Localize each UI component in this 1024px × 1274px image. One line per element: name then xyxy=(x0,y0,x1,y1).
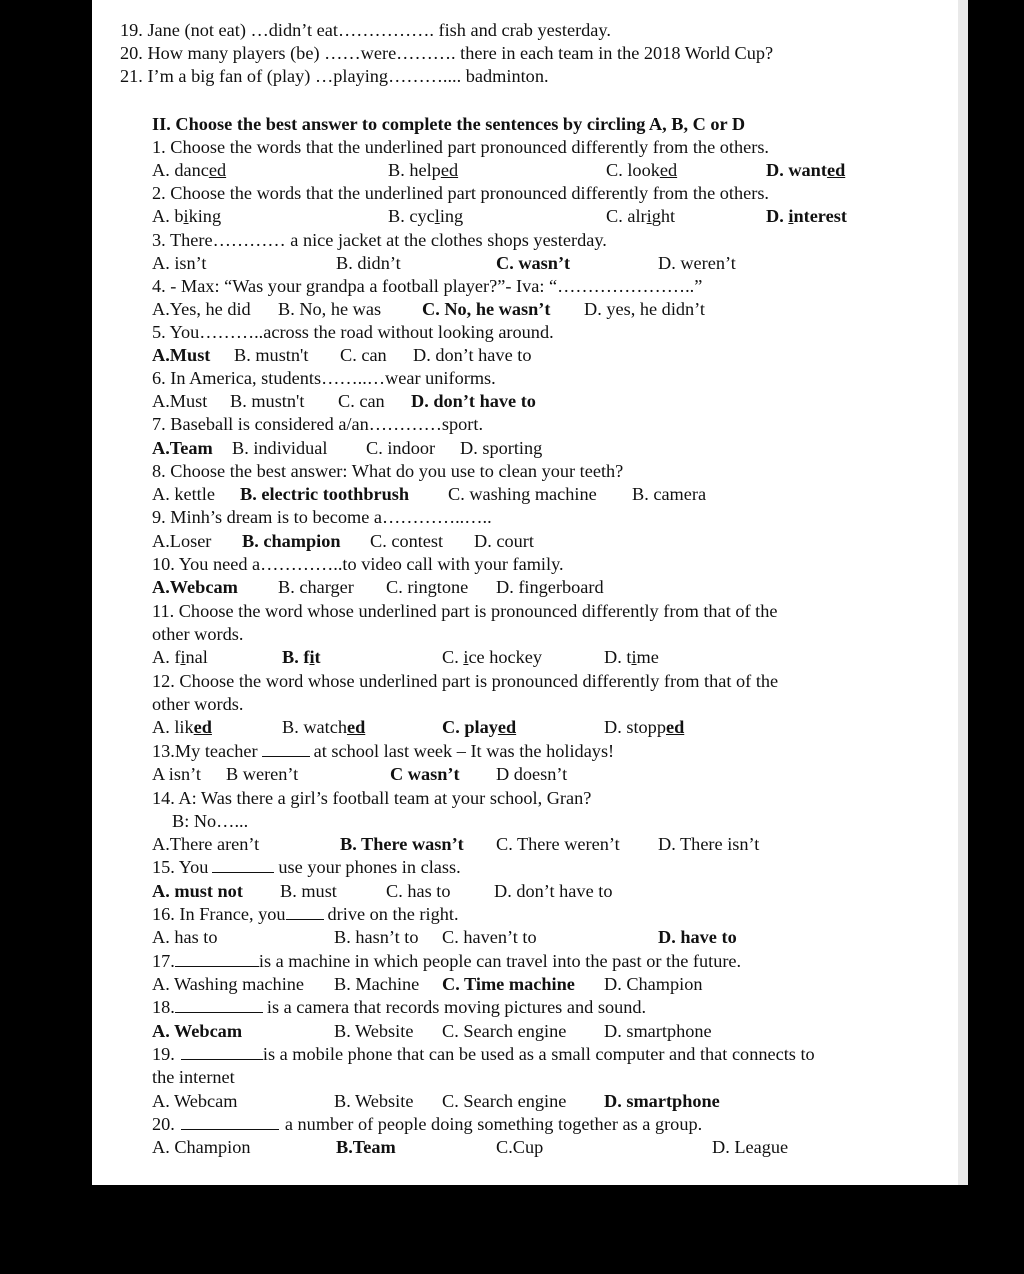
question-19-stem: 19. is a mobile phone that can be used as a small computer and that connects to xyxy=(152,1044,815,1064)
option-d[interactable]: D. Champion xyxy=(604,974,703,994)
question-8-options xyxy=(152,483,952,506)
question-4-stem: 4. - Max: “Was your grandpa a football player?”- Iva: “…………………..” xyxy=(152,276,703,296)
page-edge xyxy=(958,0,968,1185)
option-c[interactable]: C. washing machine xyxy=(448,484,597,504)
option-a[interactable]: A. Washing machine xyxy=(152,974,305,994)
option-c[interactable]: C. Search engine xyxy=(442,1021,567,1041)
question-12-stem: 12. Choose the word whose underlined part is pronounced differently from that of the xyxy=(152,671,779,691)
option-c-answer[interactable]: C wasn’t xyxy=(390,764,460,784)
option-a-answer[interactable]: A. Webcam xyxy=(152,1021,243,1041)
option-a[interactable]: A. isn’t xyxy=(152,253,207,273)
option-b-camera[interactable]: B. camera xyxy=(632,484,707,504)
option-a[interactable]: A. Webcam xyxy=(152,1091,238,1111)
option-c[interactable]: C. looked xyxy=(606,160,678,180)
question-5-options xyxy=(152,344,952,367)
option-b-answer[interactable]: B. There wasn’t xyxy=(340,834,464,854)
answer-blank[interactable] xyxy=(286,903,324,920)
option-c[interactable]: C. can xyxy=(338,391,385,411)
question-15-stem: 15. You use your phones in class. xyxy=(152,857,461,877)
question-1-stem: 1. Choose the words that the underlined part pronounced differently from the others. xyxy=(152,137,770,157)
option-b-answer[interactable]: B.Team xyxy=(336,1137,396,1157)
question-18-options xyxy=(152,1020,952,1043)
question-1-options xyxy=(152,159,952,182)
option-b[interactable]: B. mustn't xyxy=(230,391,305,411)
question-14-options xyxy=(152,833,952,856)
option-c-answer[interactable]: C. played xyxy=(442,717,517,737)
question-5-stem: 5. You………..across the road without looking around. xyxy=(152,322,554,342)
option-a[interactable]: A.There aren’t xyxy=(152,834,260,854)
question-20-options xyxy=(152,1136,952,1159)
option-a-answer[interactable]: A.Team xyxy=(152,438,213,458)
question-18-stem: 18. is a camera that records moving pictures and sound. xyxy=(152,997,647,1017)
answer-blank[interactable] xyxy=(181,1043,263,1060)
question-8-stem: 8. Choose the best answer: What do you use to clean your teeth? xyxy=(152,461,624,481)
option-b[interactable]: B weren’t xyxy=(226,764,299,784)
option-a-answer[interactable]: A.Must xyxy=(152,345,211,365)
option-d[interactable]: D. There isn’t xyxy=(658,834,760,854)
answer-blank[interactable] xyxy=(175,950,259,967)
option-a[interactable]: A. biking xyxy=(152,206,222,226)
option-d[interactable]: D. League xyxy=(712,1137,789,1157)
question-17-stem: 17. is a machine in which people can travel into the past or the future. xyxy=(152,951,742,971)
option-c[interactable]: C. Search engine xyxy=(442,1091,567,1111)
option-d-answer[interactable]: D. wanted xyxy=(766,160,846,180)
option-b[interactable]: B. must xyxy=(280,881,337,901)
option-d[interactable]: D. fingerboard xyxy=(496,577,604,597)
option-a[interactable]: A. kettle xyxy=(152,484,215,504)
question-9-options xyxy=(152,530,952,553)
option-b-answer[interactable]: B. fit xyxy=(282,647,321,667)
question-4-options xyxy=(152,298,952,321)
option-a-answer[interactable]: A.Webcam xyxy=(152,577,238,597)
option-b[interactable]: B. Machine xyxy=(334,974,420,994)
option-a[interactable]: A. Champion xyxy=(152,1137,251,1157)
option-b-answer[interactable]: B. champion xyxy=(242,531,341,551)
option-c[interactable]: C. ringtone xyxy=(386,577,469,597)
option-a[interactable]: A. has to xyxy=(152,927,218,947)
option-d-answer[interactable]: D. smartphone xyxy=(604,1091,720,1111)
answer-blank[interactable] xyxy=(212,856,274,873)
option-a[interactable]: A.Must xyxy=(152,391,208,411)
question-20-stem: 20. a number of people doing something together as a group. xyxy=(152,1114,703,1134)
question-15-options xyxy=(152,880,952,903)
option-b[interactable]: B. mustn't xyxy=(234,345,309,365)
question-19-stem-cont: the internet xyxy=(152,1067,235,1087)
question-2-stem: 2. Choose the words that the underlined part pronounced differently from the others. xyxy=(152,183,770,203)
question-11-options xyxy=(152,646,952,669)
option-b[interactable]: B. No, he was xyxy=(278,299,382,319)
option-a[interactable]: A isn’t xyxy=(152,764,201,784)
option-a-answer[interactable]: A. must not xyxy=(152,881,243,901)
question-10-stem: 10. You need a…………..to video call with your family. xyxy=(152,554,564,574)
option-d[interactable]: D. stopped xyxy=(604,717,685,737)
option-b[interactable]: B. didn’t xyxy=(336,253,401,273)
question-3-options xyxy=(152,252,952,275)
option-b[interactable]: B. individual xyxy=(232,438,328,458)
question-12-options xyxy=(152,716,952,739)
part1-item-21: 21. I’m a big fan of (play) …playing……….... badminton. xyxy=(120,66,549,86)
option-d[interactable]: D. court xyxy=(474,531,534,551)
option-c[interactable]: C. There weren’t xyxy=(496,834,620,854)
option-b[interactable]: B. watched xyxy=(282,717,366,737)
option-b[interactable]: B. hasn’t to xyxy=(334,927,419,947)
option-d[interactable]: D. don’t have to xyxy=(413,345,532,365)
option-a[interactable]: A.Yes, he did xyxy=(152,299,251,319)
question-13-stem: 13.My teacher at school last week – It was the holidays! xyxy=(152,741,615,761)
question-19-options xyxy=(152,1090,952,1113)
section-2-title: II. Choose the best answer to complete the sentences by circling A, B, C or D xyxy=(152,114,746,134)
question-14-reply: B: No…... xyxy=(172,811,249,831)
option-c[interactable]: C. ice hockey xyxy=(442,647,543,667)
worksheet-page xyxy=(92,0,958,1185)
option-b[interactable]: B. Website xyxy=(334,1021,414,1041)
option-a[interactable]: A. danced xyxy=(152,160,227,180)
option-a[interactable]: A. liked xyxy=(152,717,212,737)
option-b-answer[interactable]: B. electric toothbrush xyxy=(240,484,410,504)
answer-blank[interactable] xyxy=(181,1113,279,1130)
option-c[interactable]: C. haven’t to xyxy=(442,927,537,947)
question-3-stem: 3. There………… a nice jacket at the clothes shops yesterday. xyxy=(152,230,607,250)
option-d[interactable]: D. don’t have to xyxy=(494,881,613,901)
option-b[interactable]: B. charger xyxy=(278,577,354,597)
option-c-answer[interactable]: C. No, he wasn’t xyxy=(422,299,551,319)
option-c[interactable]: C.Cup xyxy=(496,1137,544,1157)
option-d[interactable]: D. weren’t xyxy=(658,253,736,273)
option-c[interactable]: C. has to xyxy=(386,881,451,901)
question-16-options xyxy=(152,926,952,949)
question-13-options xyxy=(152,763,952,786)
option-c[interactable]: C. contest xyxy=(370,531,444,551)
question-7-stem: 7. Baseball is considered a/an…………sport. xyxy=(152,414,484,434)
question-7-options xyxy=(152,437,952,460)
option-a[interactable]: A. final xyxy=(152,647,208,667)
question-10-options xyxy=(152,576,952,599)
option-c[interactable]: C. can xyxy=(340,345,387,365)
option-b[interactable]: B. Website xyxy=(334,1091,414,1111)
option-d[interactable]: D. time xyxy=(604,647,659,667)
question-6-stem: 6. In America, students……..…wear uniforms. xyxy=(152,368,496,388)
option-b[interactable]: B. helped xyxy=(388,160,459,180)
question-16-stem: 16. In France, you drive on the right. xyxy=(152,904,459,924)
question-11-stem-cont: other words. xyxy=(152,624,244,644)
option-d-answer[interactable]: D. have to xyxy=(658,927,737,947)
option-d-answer[interactable]: D. interest xyxy=(766,206,847,226)
part1-item-20: 20. How many players (be) ……were………. there in each team in the 2018 World Cup? xyxy=(120,43,774,63)
option-d-answer[interactable]: D. don’t have to xyxy=(411,391,536,411)
question-14-stem: 14. A: Was there a girl’s football team at your school, Gran? xyxy=(152,788,592,808)
option-c-answer[interactable]: C. Time machine xyxy=(442,974,575,994)
question-12-stem-cont: other words. xyxy=(152,694,244,714)
option-a[interactable]: A.Loser xyxy=(152,531,212,551)
question-17-options xyxy=(152,973,952,996)
option-d[interactable]: D doesn’t xyxy=(496,764,568,784)
option-c[interactable]: C. indoor xyxy=(366,438,436,458)
option-d[interactable]: D. sporting xyxy=(460,438,543,458)
question-9-stem: 9. Minh’s dream is to become a…………..….. xyxy=(152,507,492,527)
option-c[interactable]: C. alright xyxy=(606,206,676,226)
option-d[interactable]: D. yes, he didn’t xyxy=(584,299,706,319)
option-d[interactable]: D. smartphone xyxy=(604,1021,712,1041)
part1-item-19: 19. Jane (not eat) …didn’t eat……………. fish and crab yesterday. xyxy=(120,20,611,40)
answer-blank[interactable] xyxy=(262,740,310,757)
option-b[interactable]: B. cycling xyxy=(388,206,464,226)
question-6-options xyxy=(152,390,952,413)
option-c-answer[interactable]: C. wasn’t xyxy=(496,253,571,273)
answer-blank[interactable] xyxy=(175,996,263,1013)
question-2-options xyxy=(152,205,952,228)
question-11-stem: 11. Choose the word whose underlined part is pronounced differently from that of the xyxy=(152,601,778,621)
